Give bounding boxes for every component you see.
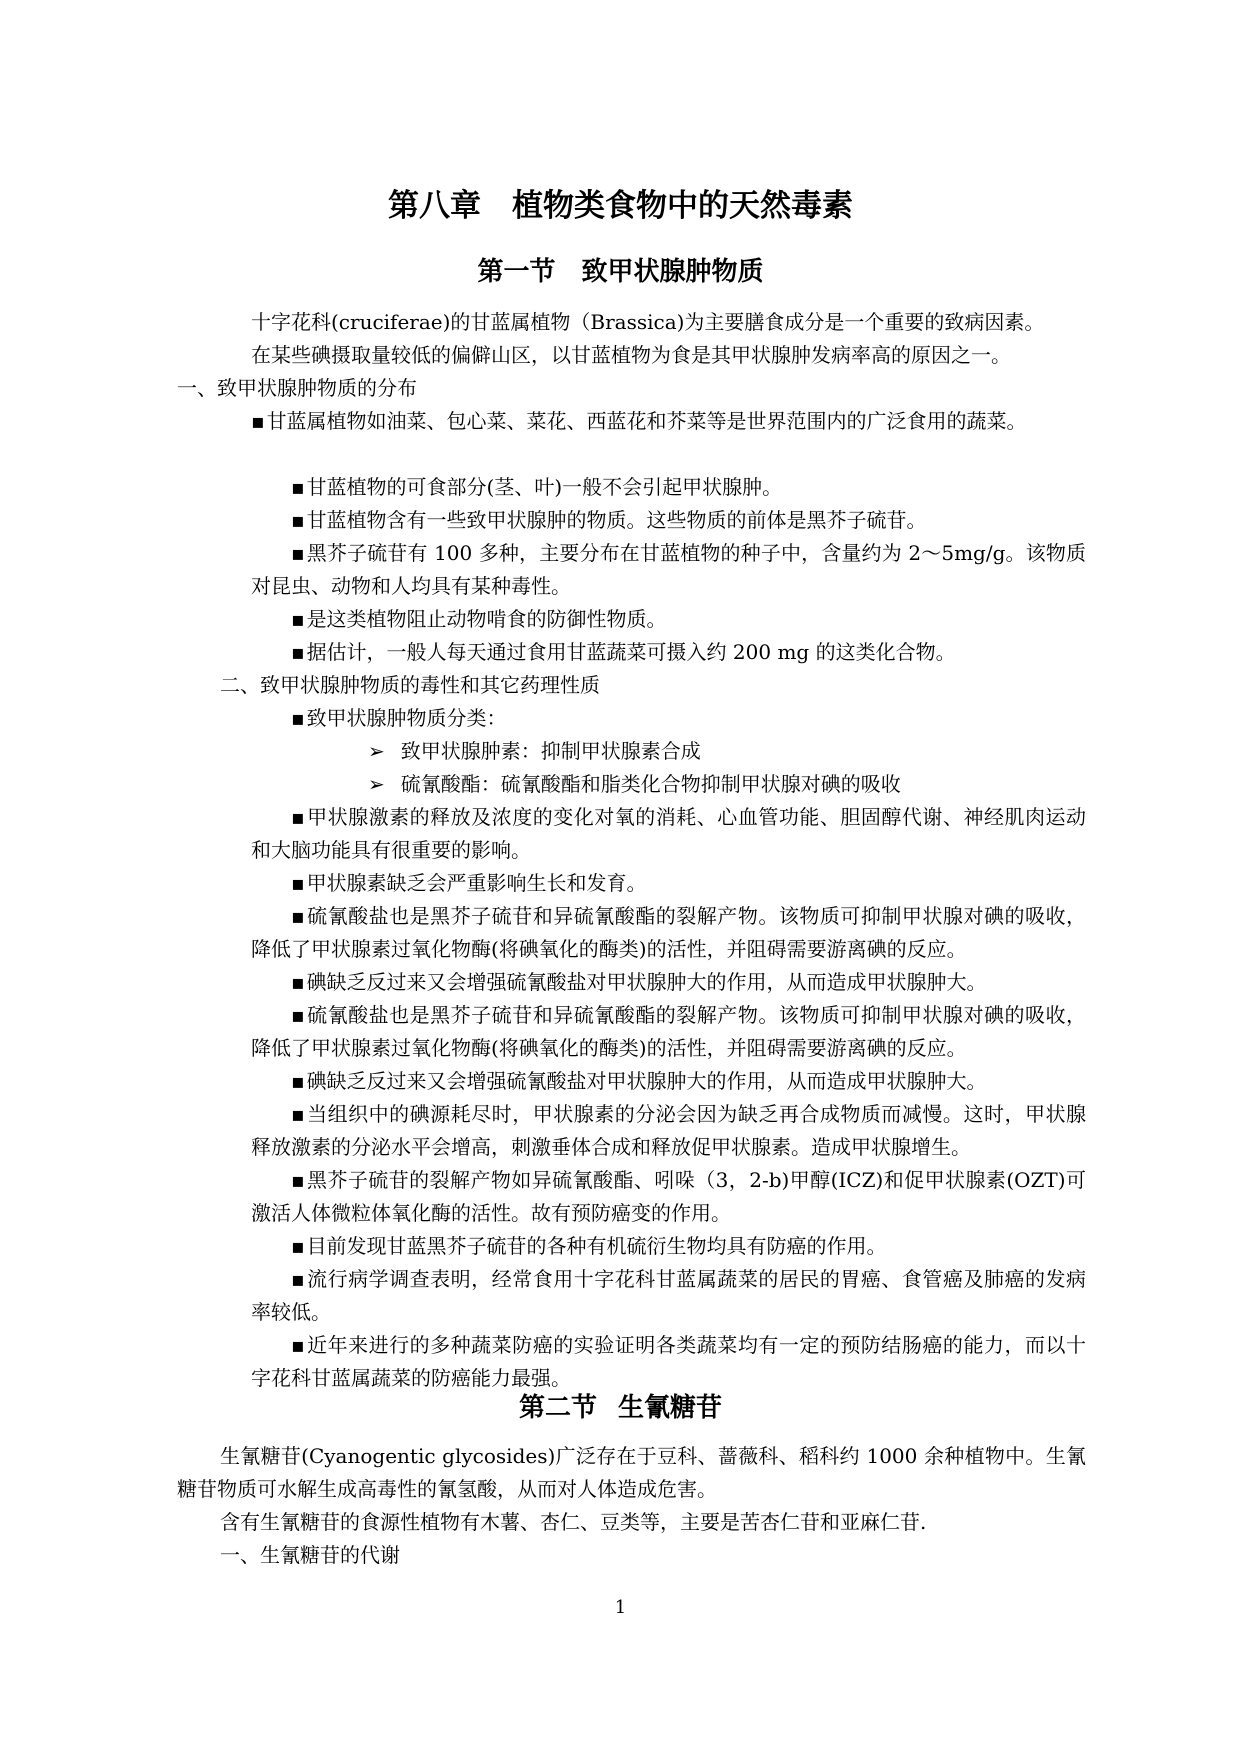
bullet-item (211, 405, 1046, 438)
arrow-item (368, 735, 701, 768)
paragraph: 含有生氰糖苷的食源性植物有木薯、杏仁、豆类等，主要是苦杏仁苷和亚麻仁苷. (220, 1510, 927, 1534)
bullet-text: ▪ 甲状腺激素的释放及浓度的变化对氧的消耗、心血管功能、胆固醇代谢、神经肌肉运动和大脑功能具有很重要的影响。 (251, 805, 1086, 862)
arrow-icon: ➢ (368, 739, 385, 763)
bullet-item: ▪ 碘缺乏反过来又会增强硫氰酸盐对甲状腺肿大的作用，从而造成甲状腺肿大。 (291, 1065, 987, 1098)
bullet-item: ▪ 是这类植物阻止动物啃食的防御性物质。 (291, 603, 667, 636)
bullet-item: ▪ 甲状腺素缺乏会严重影响生长和发育。 (291, 867, 647, 900)
bullet-item: ▪ 甘蓝植物的可食部分(茎、叶)一般不会引起甲状腺肿。 (291, 471, 782, 504)
section-title: 第二节 生氰糖苷 (518, 1393, 723, 1423)
bullet-item: ▪ 致甲状腺肿物质分类： (291, 702, 507, 735)
bullet-item (251, 537, 1086, 603)
paragraph: 在某些碘摄取量较低的偏僻山区，以甘蓝植物为食是其甲状腺肿发病率高的原因之一。 (251, 343, 1011, 367)
bullet-text: ▪ 当组织中的碘源耗尽时，甲状腺素的分泌会因为缺乏再合成物质而减慢。这时，甲状腺释放激素的分泌水平会增高，刺激垂体合成和释放促甲状腺素。造成甲状腺增生。 (251, 1102, 1086, 1159)
bullet-item: ▪ 目前发现甘蓝黑芥子硫苷的各种有机硫衍生物均具有防癌的作用。 (291, 1230, 887, 1263)
bullet-text: ▪ 近年来进行的多种蔬菜防癌的实验证明各类蔬菜均有一定的预防结肠癌的能力，而以十字花科甘蓝属蔬菜的防癌能力最强。 (251, 1333, 1086, 1390)
bullet-text: ▪ 硫氰酸盐也是黑芥子硫苷和异硫氰酸酯的裂解产物。该物质可抑制甲状腺对碘的吸收，降低了甲状腺素过氧化物酶(将碘氧化的酶类)的活性，并阻碍需要游离碘的反应。 (251, 1003, 1086, 1060)
bullet-text: ▪ 黑芥子硫苷的裂解产物如异硫氰酸酯、吲哚（3，2-b)甲醇(ICZ)和促甲状腺素(OZT)可激活人体微粒体氧化酶的活性。故有预防癌变的作用。 (251, 1168, 1086, 1225)
bullet-item (251, 1263, 1086, 1329)
arrow-item-text: 致甲状腺肿素：抑制甲状腺素合成 (400, 739, 701, 763)
arrow-icon: ➢ (368, 772, 385, 796)
paragraph: 十字花科(cruciferae)的甘蓝属植物（Brassica)为主要膳食成分是一个重要的致病因素。 (251, 310, 1045, 334)
bullet-item (251, 801, 1086, 867)
bullet-item (251, 900, 1086, 966)
bullet-item: ▪ 据估计，一般人每天通过食用甘蓝蔬菜可摄入约 200 mg 的这类化合物。 (291, 636, 956, 669)
paragraph: 生氰糖苷(Cyanogentic glycosides)广泛存在于豆科、蔷薇科、稻科约 1000 余种植物中。生氰糖苷物质可水解生成高毒性的氰氢酸，从而对人体造成危害。 (177, 1444, 1086, 1501)
bullet-text: ▪ 黑芥子硫苷有 100 多种，主要分布在甘蓝植物的种子中，含量约为 2～5mg/g。该物质对昆虫、动物和人均具有某种毒性。 (251, 541, 1086, 598)
subsection-heading: 二、致甲状腺肿物质的毒性和其它药理性质 (220, 673, 600, 697)
bullet-text: ▪ 硫氰酸盐也是黑芥子硫苷和异硫氰酸酯的裂解产物。该物质可抑制甲状腺对碘的吸收，降低了甲状腺素过氧化物酶(将碘氧化的酶类)的活性，并阻碍需要游离碘的反应。 (251, 904, 1086, 961)
bullet-item (251, 1098, 1086, 1164)
arrow-item-text: 硫氰酸酯：硫氰酸酯和脂类化合物抑制甲状腺对碘的吸收 (400, 772, 901, 796)
bullet-item (251, 999, 1086, 1065)
page-number: 1 (614, 1597, 627, 1618)
arrow-item (368, 768, 901, 801)
bullet-text: ▪ 甘蓝属植物如油菜、包心菜、菜花、西蓝花和芥菜等是世界范围内的广泛食用的蔬菜。 (251, 409, 1027, 433)
bullet-text: ▪ 流行病学调查表明，经常食用十字花科甘蓝属蔬菜的居民的胃癌、食管癌及肺癌的发病率较低。 (251, 1267, 1086, 1324)
section-title: 第一节 致甲状腺肿物质 (477, 257, 764, 287)
bullet-item: ▪ 碘缺乏反过来又会增强硫氰酸盐对甲状腺肿大的作用，从而造成甲状腺肿大。 (291, 966, 987, 999)
chapter-title: 第八章 植物类食物中的天然毒素 (388, 188, 853, 224)
subsection-heading: 一、致甲状腺肿物质的分布 (177, 376, 417, 400)
bullet-item (251, 1329, 1086, 1395)
bullet-item: ▪ 甘蓝植物含有一些致甲状腺肿的物质。这些物质的前体是黑芥子硫苷。 (291, 504, 927, 537)
subsection-heading: 一、生氰糖苷的代谢 (220, 1543, 400, 1567)
bullet-item (251, 1164, 1086, 1230)
